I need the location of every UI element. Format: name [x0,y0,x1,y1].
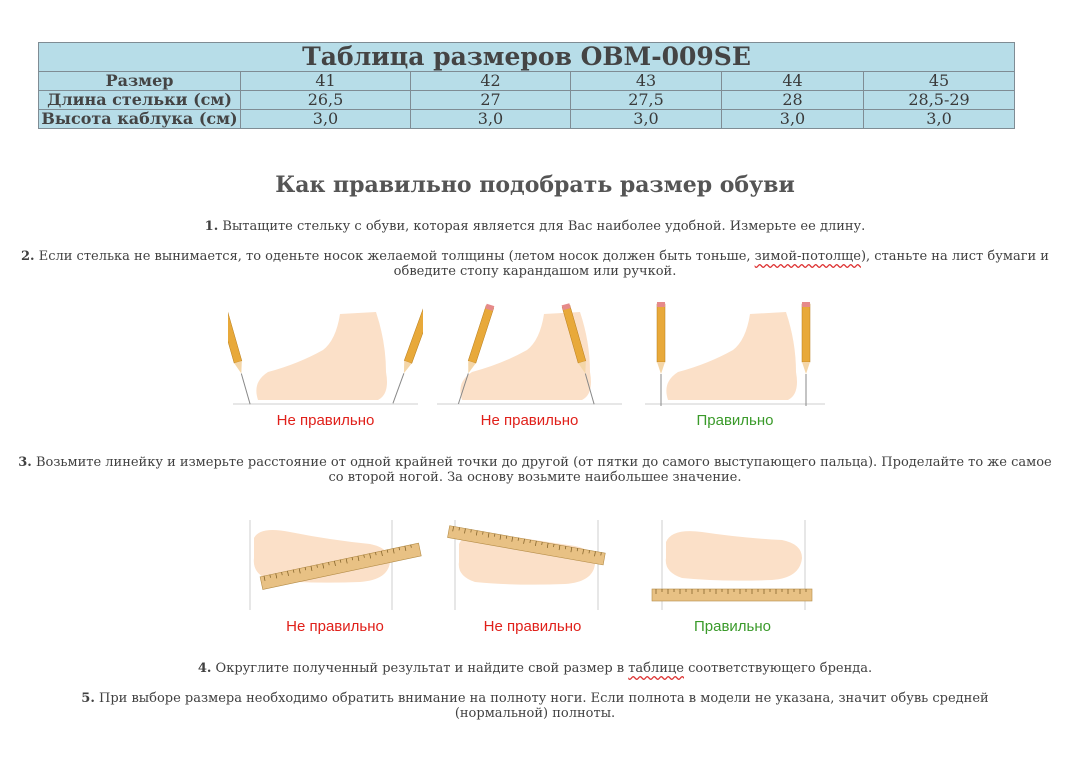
guide-heading: Как правильно подобрать размер обуви [275,172,795,198]
step-text: ), станьте на лист бумаги и обведите стопу карандашом или ручкой. [393,249,1049,279]
foot-measure-correct-illustration [650,518,815,613]
step-text: Вытащите стельку с обуви, которая является для Вас наиболее удобной. Измерьте ее длину. [222,219,866,234]
table-row-header: Длина стельки (см) [39,91,241,110]
step-3 [10,455,1060,485]
figure-caption: Не правильно [286,618,384,635]
foot-measure-wrong-illustration [240,518,430,613]
step-text: При выборе размера необходимо обратить внимание на полноту ноги. Если полнота в модели не указана, значит обувь средней (нормальной) полноты. [99,691,989,721]
table-title-row [39,43,1015,72]
table-cell: 3,0 [864,110,1015,129]
table-cell: 26,5 [241,91,411,110]
table-row-header: Размер [39,72,241,91]
table-cell: 3,0 [411,110,571,129]
step-4 [40,661,1030,676]
table-cell: 28,5-29 [864,91,1015,110]
step-1 [40,219,1030,234]
table-cell: 41 [241,72,411,91]
size-table [38,42,1015,129]
table-cell: 3,0 [241,110,411,129]
table-row-header: Высота каблука (см) [39,110,241,129]
table-row-heel-height [39,110,1015,129]
table-cell: 45 [864,72,1015,91]
pencil-figure-3 [640,302,830,437]
foot-measure-wrong-illustration [445,518,620,613]
ruler-figure-1 [240,518,430,640]
step-text: Возьмите линейку и измерьте расстояние от одной крайней точки до другой (от пятки до самого выступающего пальца). Проделайте то же самое со второй ногой. За основу возьмите наибольшее значение. [35,455,1052,485]
figure-caption: Правильно [693,618,771,635]
step-text: соответствующего бренда. [683,661,873,676]
table-title: Таблица размеров OBM-009SE [39,43,1015,72]
step-number: 4. [197,661,212,676]
ruler-figure-3 [650,518,815,640]
pencil-figure-2 [432,302,627,437]
foot-trace-wrong-illustration [432,302,627,412]
table-cell: 42 [411,72,571,91]
table-cell: 44 [722,72,864,91]
figure-caption: Не правильно [276,412,375,429]
table-row-size [39,72,1015,91]
spellcheck-word: таблице [628,661,684,676]
foot-trace-correct-illustration [640,302,830,412]
step-text: Если стелька не вынимается, то оденьте носок желаемой толщины (летом носок должен быть тоньше, [38,249,755,264]
table-cell: 3,0 [722,110,864,129]
step-number: 2. [21,249,35,264]
ruler-figure-2 [445,518,620,640]
pencil-figure-1 [228,302,423,437]
figure-caption: Правильно [696,412,774,429]
step-5 [40,691,1030,721]
foot-trace-wrong-illustration [228,302,423,412]
spellcheck-word: зимой-потолще [754,249,861,264]
step-number: 1. [204,219,219,234]
table-row-insole-length [39,91,1015,110]
figure-caption: Не правильно [483,618,582,635]
figure-caption: Не правильно [480,412,579,429]
table-cell: 27,5 [571,91,722,110]
step-number: 5. [81,691,95,706]
step-number: 3. [18,455,32,470]
step-2 [10,249,1060,279]
step-text: Округлите полученный результат и найдите свой размер в [215,661,629,676]
table-cell: 28 [722,91,864,110]
table-cell: 43 [571,72,722,91]
table-cell: 3,0 [571,110,722,129]
table-cell: 27 [411,91,571,110]
